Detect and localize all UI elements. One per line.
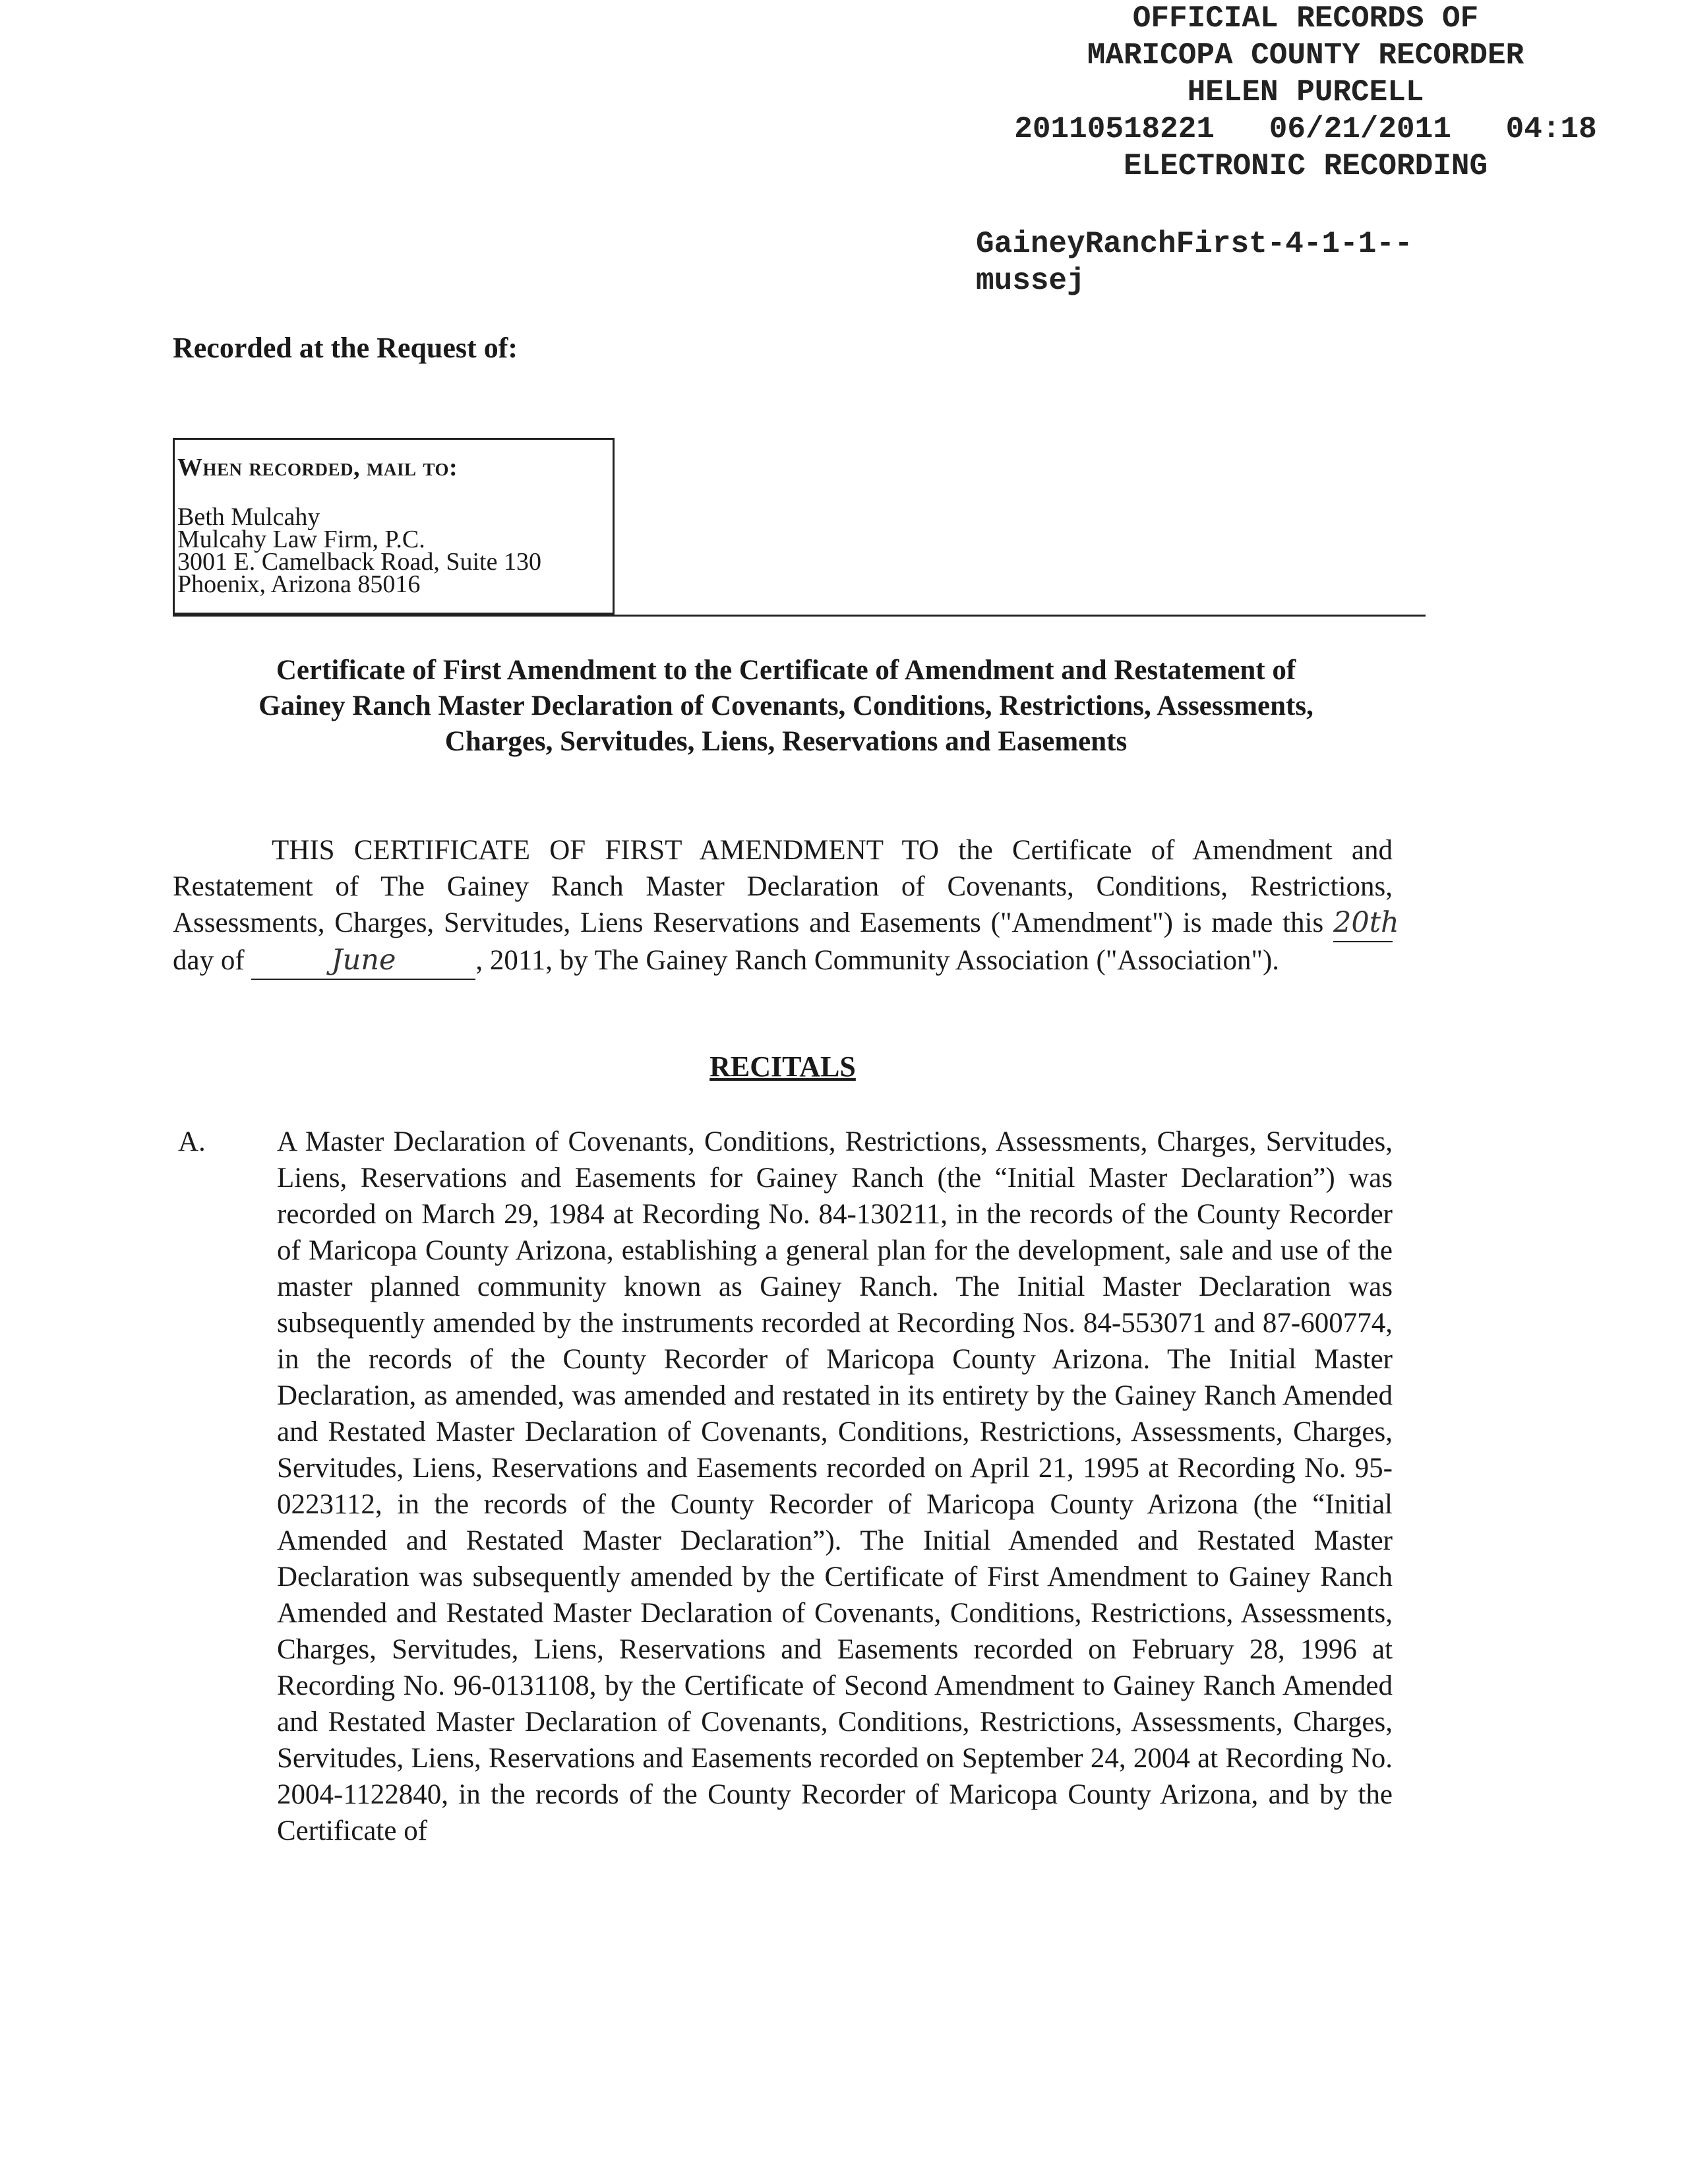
title-line-2: Gainey Ranch Master Declaration of Covenants, Conditions, Restrictions, Assessments,: [258, 690, 1313, 721]
intro-part-1: THIS CERTIFICATE OF FIRST AMENDMENT TO the Certificate of Amendment and Restatement of The Gainey Ranch Master Declaration of Covenants, Conditions, Restrictions, Assessments, Charges, Servitudes, Liens Reservations and Easements ("Amendment") is made this: [173, 835, 1393, 938]
mail-to-heading: When recorded, mail to:: [177, 454, 458, 481]
mail-to-name: Beth Mulcahy: [177, 503, 320, 531]
stamp-recording-line: [976, 111, 1635, 148]
intro-part-2: day of: [173, 945, 245, 976]
recitals-heading: RECITALS: [709, 1050, 856, 1083]
mail-to-address: [177, 503, 609, 598]
mail-to-box: [173, 438, 615, 615]
mail-to-street: 3001 E. Camelback Road, Suite 130: [177, 548, 541, 576]
recital-a-label: A.: [178, 1126, 206, 1157]
recorded-at-request-label: Recorded at the Request of:: [173, 332, 518, 364]
stamp-line-2: MARICOPA COUNTY RECORDER: [1087, 38, 1524, 73]
stamp-document-code-2: mussej: [976, 264, 1085, 298]
stamp-line-3: HELEN PURCELL: [1187, 75, 1424, 109]
document-title: [173, 653, 1399, 760]
stamp-line-1: OFFICIAL RECORDS OF: [1132, 1, 1479, 36]
intro-part-3: , 2011, by The Gainey Ranch Community Association ("Association").: [475, 945, 1280, 976]
recital-a-text: A Master Declaration of Covenants, Conditions, Restrictions, Assessments, Charges, Servitudes, Liens, Reservations and Easements for Gainey Ranch (the “Initial Master Declaration”) was recorded on March 29, 1984 at Recording No. 84-130211, in the records of the County Recorder of Maricopa County Arizona, establishing a general plan for the development, sale and use of the master planned community known as Gainey Ranch. The Initial Master Declaration was subsequently amended by the instruments recorded at Recording Nos. 84-553071 and 87-600774, in the records of the County Recorder of Maricopa County Arizona. The Initial Master Declaration, as amended, was amended and restated in its entirety by the Gainey Ranch Amended and Restated Master Declaration of Covenants, Conditions, Restrictions, Assessments, Charges, Servitudes, Liens, Reservations and Easements recorded on April 21, 1995 at Recording No. 95-0223112, in the records of the County Recorder of Maricopa County Arizona (the “Initial Amended and Restated Master Declaration”). The Initial Amended and Restated Master Declaration was subsequently amended by the Certificate of First Amendment to Gainey Ranch Amended and Restated Master Declaration of Covenants, Conditions, Restrictions, Assessments, Charges, Servitudes, Liens, Reservations and Easements recorded on February 28, 1996 at Recording No. 96-0131108, by the Certificate of Second Amendment to Gainey Ranch Amended and Restated Master Declaration of Covenants, Conditions, Restrictions, Assessments, Charges, Servitudes, Liens, Reservations and Easements recorded on September 24, 2004 at Recording No. 2004-1122840, in the records of the County Recorder of Maricopa County Arizona, and by the Certificate of: [277, 1126, 1393, 1846]
handwritten-month: June: [251, 942, 475, 980]
stamp-recording-number: 20110518221: [1014, 112, 1215, 146]
title-line-1: Certificate of First Amendment to the Certificate of Amendment and Restatement of: [276, 655, 1296, 686]
mail-to-city: Phoenix, Arizona 85016: [177, 570, 421, 598]
stamp-recording-type: ELECTRONIC RECORDING: [1123, 149, 1488, 183]
stamp-time: 04:18: [1505, 112, 1597, 146]
stamp-document-code-1: GaineyRanchFirst-4-1-1--: [976, 227, 1413, 261]
recorder-stamp: [976, 0, 1688, 299]
title-line-3: Charges, Servitudes, Liens, Reservations and Easements: [444, 726, 1128, 757]
stamp-date: 06/21/2011: [1269, 112, 1451, 146]
intro-paragraph: [173, 832, 1399, 980]
handwritten-day: 20th: [1333, 905, 1393, 942]
header-divider: [173, 615, 1426, 617]
mail-to-firm: Mulcahy Law Firm, P.C.: [177, 526, 425, 553]
